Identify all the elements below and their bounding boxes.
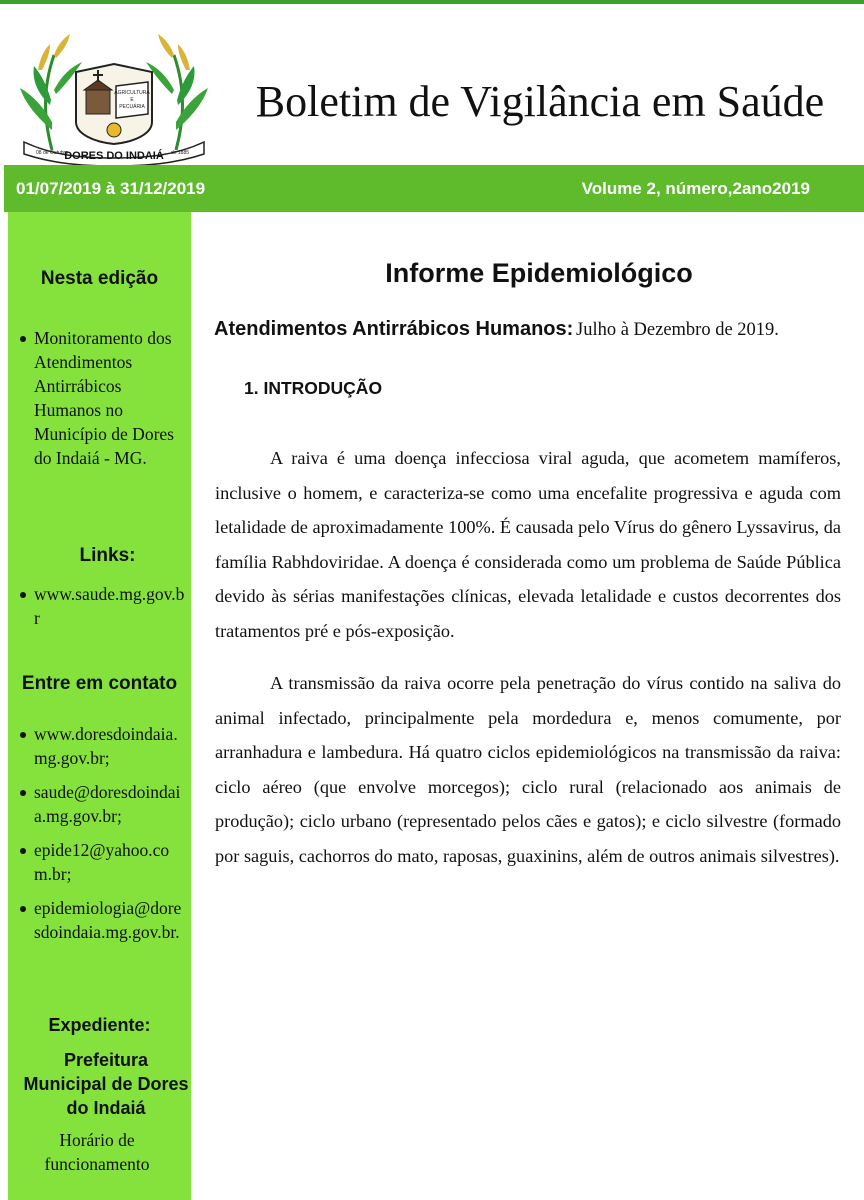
bullet-icon (20, 732, 26, 738)
links-list (8, 582, 191, 640)
contact-website[interactable] (8, 722, 191, 770)
report-period: Julho à Dezembro de 2019. (576, 320, 779, 340)
logo-right-text: de 1885 (170, 150, 190, 156)
bullet-icon (20, 906, 26, 912)
logo-book-text-1: AGRICULTURA (114, 90, 150, 96)
bulletin-title: Boletim de Vigilância em Saúde (255, 77, 825, 126)
logo-book-text-2: E (130, 97, 134, 103)
report-heading: Informe Epidemiológico (385, 258, 693, 288)
edition-list (8, 326, 191, 480)
org-name: Prefeitura Municipal de Dores do Indaiá (23, 1050, 189, 1118)
municipal-coat-of-arms-icon (14, 30, 214, 165)
report-subheading: Atendimentos Antirrábicos Humanos: (214, 318, 574, 340)
bullet-icon (20, 848, 26, 854)
logo-book-text-3: PECUÁRIA (119, 104, 145, 110)
edition-heading: Nesta edição (40, 268, 159, 289)
contact-email-saude[interactable] (8, 780, 191, 828)
logo-left-text: 08 de Outubro (36, 150, 68, 156)
top-rule (0, 0, 864, 4)
expediente-heading: Expediente: (48, 1015, 151, 1035)
hours-label: Horário de funcionamento (44, 1130, 150, 1174)
issue-volume: Volume 2, número,2ano2019 (581, 179, 810, 198)
links-heading: Links: (79, 545, 136, 566)
contact-text[interactable]: www.doresdoindaia.mg.gov.br; (34, 724, 178, 768)
bullet-icon (20, 592, 26, 598)
sidebar (8, 212, 191, 1200)
list-item (8, 326, 191, 470)
bullet-icon (20, 336, 26, 342)
edition-item-text: Monitoramento dos Atendimentos Antirrábicos Humanos no Município de Dores do Indaiá - MG. (34, 328, 174, 468)
page-header (0, 0, 864, 165)
contact-email-epidemiologia[interactable] (8, 896, 191, 944)
link-saude-mg[interactable] (8, 582, 191, 630)
section-title: 1. INTRODUÇÃO (244, 378, 383, 398)
contact-email-epide[interactable] (8, 838, 191, 886)
contact-text[interactable]: saude@doresdoindaia.mg.gov.br; (34, 782, 181, 826)
paragraph: A raiva é uma doença infecciosa viral aguda, que acometem mamíferos, inclusive o homem, e caracteriza-se como uma encefalite progressiva e aguda com letalidade de aproximadamente 100%. É causada pelo Vírus do gênero Lyssavirus, da família Rabhdoviridae. A doença é considerada como um problema de Saúde Pública devido às sérias manifestações clínicas, elevada letalidade e custos decorrentes dos tratamentos pré e pós-exposição. (215, 448, 841, 641)
bullet-icon (20, 790, 26, 796)
contact-list (8, 722, 191, 954)
logo-banner-text: DORES DO INDAIÁ (64, 150, 164, 162)
contact-text[interactable]: epidemiologia@doresdoindaia.mg.gov.br. (34, 898, 182, 942)
contact-text[interactable]: epide12@yahoo.com.br; (34, 840, 170, 884)
contact-heading: Entre em contato (21, 673, 178, 694)
paragraph: A transmissão da raiva ocorre pela penetração do vírus contido na saliva do animal infectado, principalmente pela mordedura e, menos comumente, por arranhadura e lambedura. Há quatro ciclos epidemiológicos na transmissão da raiva: ciclo aéreo (que envolve morcegos); ciclo rural (relacionado aos animais de produção); ciclo urbano (representado pelos cães e gatos); e ciclo silvestre (formado por saguis, cachorros do mato, raposas, guaxinins, além de outros animais silvestres). (215, 673, 841, 866)
issue-band (4, 165, 864, 212)
issue-dates: 01/07/2019 à 31/12/2019 (16, 179, 206, 198)
link-text[interactable]: www.saude.mg.gov.br (34, 584, 185, 628)
